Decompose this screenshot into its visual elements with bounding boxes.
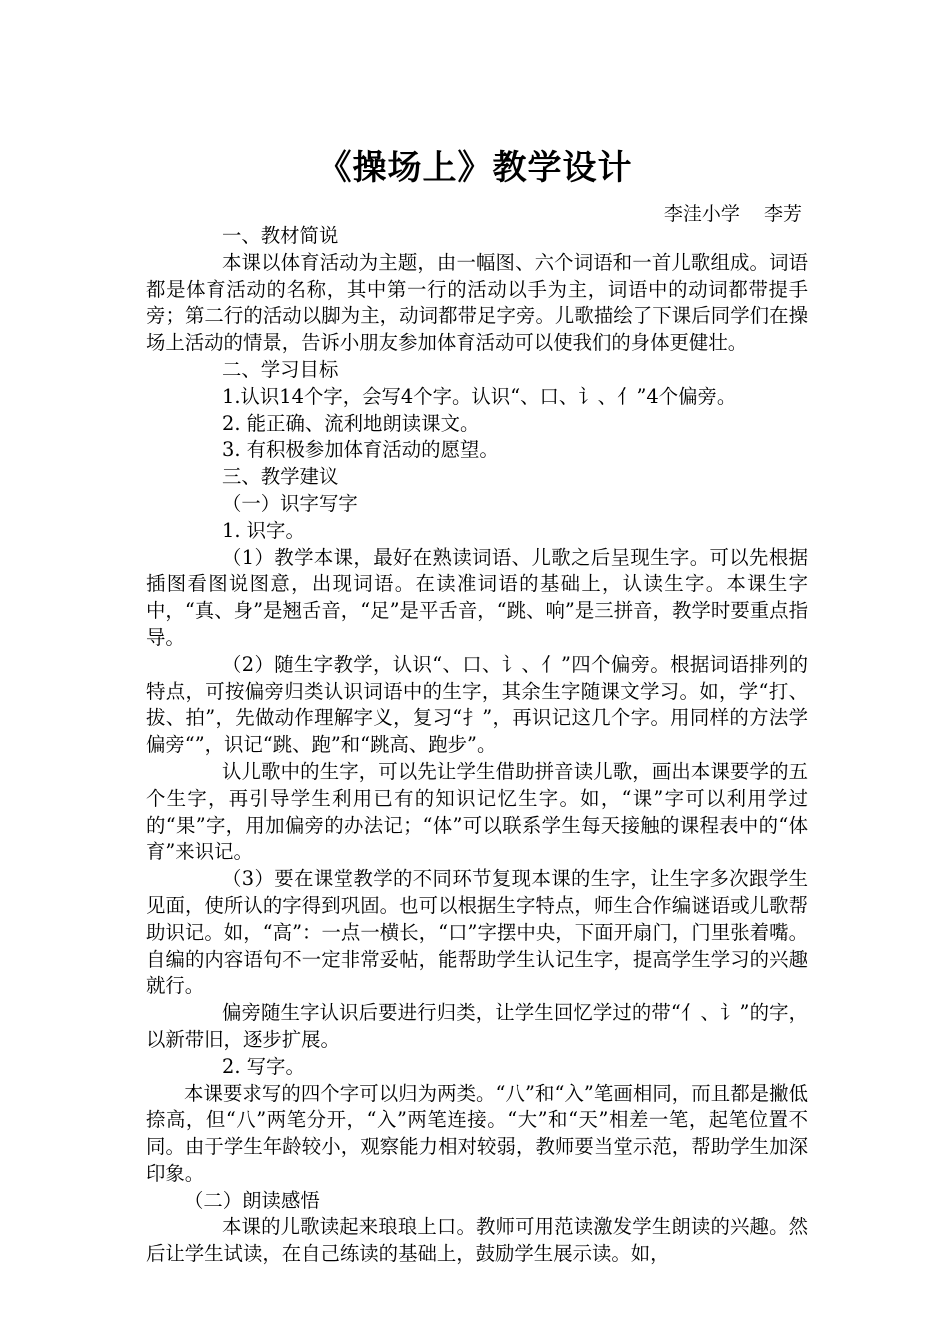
subsection-heading: 1. 识字。 bbox=[222, 518, 305, 542]
paragraph: 本课以体育活动为主题，由一幅图、六个词语和一首儿歌组成。词语都是体育活动的名称，其中第一行的活动以手为主，词语中的动词都带提手旁；第二行的活动以脚为主，动词都带足字旁。儿歌描绘了下课后同学们在操场上活动的情景，告诉小朋友参加体育活动可以使我们的身体更健壮。 bbox=[146, 250, 808, 355]
paragraph: 认儿歌中的生字，可以先让学生借助拼音读儿歌，画出本课要学的五个生字，再引导学生利用已有的知识记忆生字。如，“课”字可以利用学过的“果”字，用加偏旁的办法记；“体”可以联系学生每天接触的课程表中的“体育”来识记。 bbox=[146, 759, 808, 864]
paragraph: 本课的儿歌读起来琅琅上口。教师可用范读激发学生朗读的兴趣。然后让学生试读，在自己练读的基础上，鼓励学生展示读。如， bbox=[146, 1215, 808, 1266]
paragraph: 本课要求写的四个字可以归为两类。“八”和“入”笔画相同，而且都是撇低捺高，但“八”两笔分开，“入”两笔连接。“大”和“天”相差一笔，起笔位置不同。由于学生年龄较小，观察能力相对较弱，教师要当堂示范，帮助学生加深印象。 bbox=[146, 1081, 808, 1185]
list-item: 1.认识14个字，会写4个字。认识“、口、讠、亻”4个偏旁。 bbox=[222, 384, 737, 408]
section-heading: 三、教学建议 bbox=[222, 465, 339, 489]
subsection-heading: （二）朗读感悟 bbox=[184, 1188, 320, 1212]
document-body bbox=[146, 223, 808, 1268]
section-heading: 一、教材简说 bbox=[222, 224, 339, 247]
document-title: 《操场上》教学设计 bbox=[317, 148, 633, 188]
subsection-heading: 2. 写字。 bbox=[222, 1054, 305, 1078]
author-line: 李洼小学 李芳 bbox=[663, 203, 802, 225]
subsection-heading: （一）识字写字 bbox=[222, 491, 358, 515]
paragraph: （2）随生字教学，认识“、口、讠、亻”四个偏旁。根据词语排列的特点，可按偏旁归类认识词语中的生字，其余生字随课文学习。如，学“打、拔、拍”，先做动作理解字义，复习“扌”，再识记这几个字。用同样的方法学偏旁“”，识记“跳、跑”和“跳高、跑步”。 bbox=[146, 652, 808, 757]
list-item: 2. 能正确、流利地朗读课文。 bbox=[222, 411, 480, 435]
paragraph: （3）要在课堂教学的不同环节复现本课的生字，让生字多次跟学生见面，使所认的字得到巩固。也可以根据生字特点，师生合作编谜语或儿歌帮助识记。如，“高”：一点一横长，“口”字摆中央，下面开扇门，门里张着嘴。自编的内容语句不一定非常妥帖，能帮助学生认记生字，提高学生学习的兴趣就行。 bbox=[146, 867, 808, 998]
paragraph: （1）教学本课，最好在熟读词语、儿歌之后呈现生字。可以先根据插图看图说图意，出现词语。在读准词语的基础上，认读生字。本课生字中，“真、身”是翘舌音，“足”是平舌音，“跳、响”是三拼音，教学时要重点指导。 bbox=[146, 545, 808, 649]
list-item: 3. 有积极参加体育活动的愿望。 bbox=[222, 438, 499, 462]
section-heading: 二、学习目标 bbox=[222, 357, 339, 381]
paragraph: 偏旁随生字认识后要进行归类，让学生回忆学过的带“亻、讠”的字，以新带旧，逐步扩展。 bbox=[146, 1001, 808, 1051]
